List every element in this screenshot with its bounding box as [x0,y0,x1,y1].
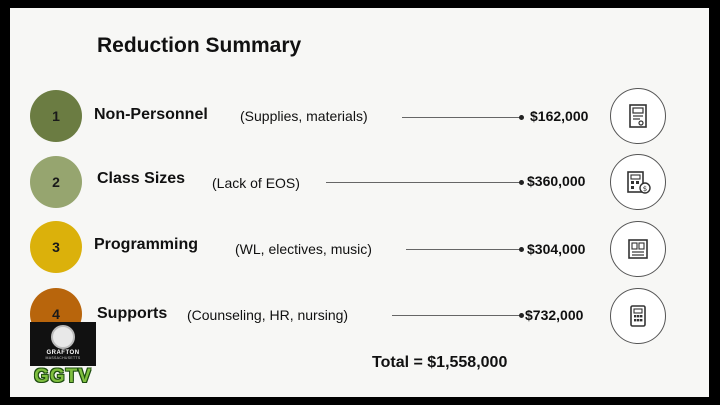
document-icon [610,88,666,144]
logo-town-name: GRAFTON [46,350,80,356]
row-number: 3 [52,239,60,255]
row-amount: $304,000 [527,241,586,257]
row-amount: $732,000 [525,307,584,323]
svg-text:$: $ [642,185,648,193]
row-number: 4 [52,306,60,322]
reduction-row-1 [10,90,709,150]
row-detail: (WL, electives, music) [235,241,372,257]
presentation-slide [10,8,709,397]
leader-line [402,117,522,118]
total-amount: Total = $1,558,000 [372,354,508,371]
town-seal-icon [51,325,75,349]
row-detail: (Counseling, HR, nursing) [187,307,349,323]
logo-state-name: MASSACHUSETTS [45,356,81,360]
reduction-row-4 [10,288,709,348]
leader-line [326,182,522,183]
row-detail: (Supplies, materials) [240,108,368,124]
ggtv-logo [28,322,98,388]
calculator-dollar-icon [610,154,666,210]
row-category: Class Sizes [97,170,186,187]
logo-ggtv-text: GGTV [34,366,92,387]
row-number-circle [30,156,82,208]
leader-line [406,249,522,250]
cash-register-icon [610,221,666,277]
row-category: Supports [97,305,168,322]
row-amount: $360,000 [527,173,586,189]
row-number-circle [30,90,82,142]
row-number-circle [30,221,82,273]
logo-seal-box [30,322,96,366]
row-category: Non-Personnel [94,106,208,123]
reduction-row-3 [10,221,709,281]
row-amount: $162,000 [530,108,589,124]
pos-terminal-icon [610,288,666,344]
reduction-row-2 [10,156,709,216]
row-detail: (Lack of EOS) [212,175,300,191]
row-number: 1 [52,108,60,124]
row-number: 2 [52,174,60,190]
row-category: Programming [94,236,199,253]
leader-line [392,315,522,316]
slide-title: Reduction Summary [97,34,302,57]
